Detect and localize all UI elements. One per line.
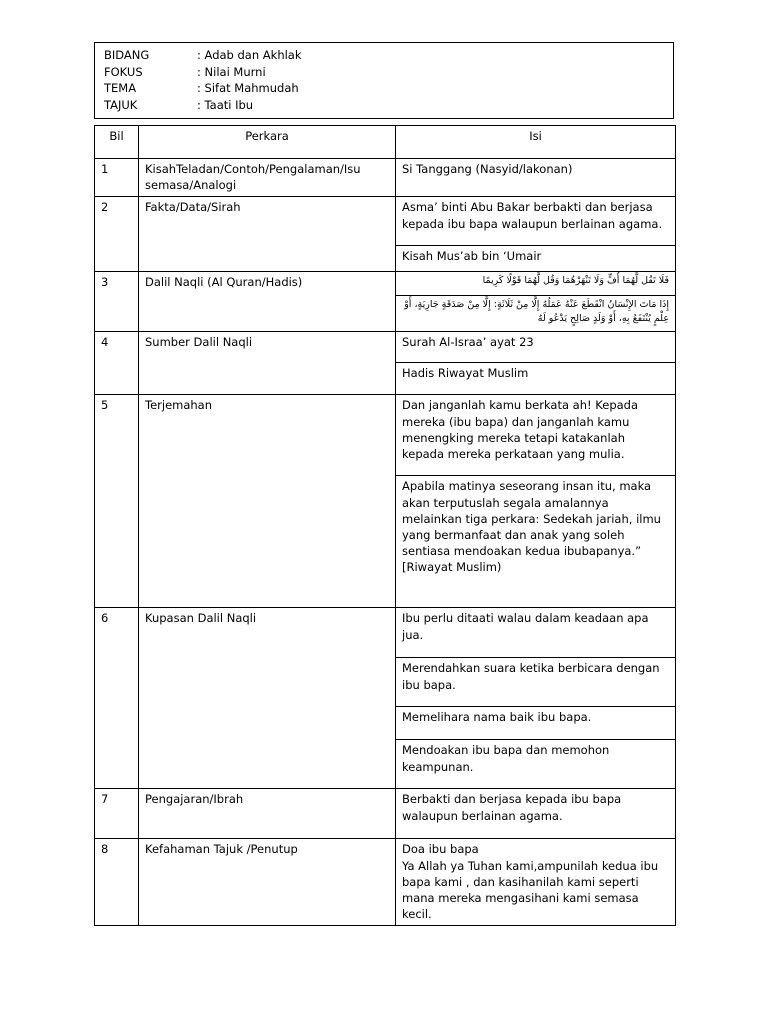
- lesson-table: [94, 125, 676, 926]
- header-row-fokus: [104, 64, 673, 81]
- table-row: [95, 608, 676, 658]
- table-row: [95, 789, 676, 839]
- row-isi: Si Tanggang (Nasyid/lakonan): [396, 159, 676, 197]
- table-row: [95, 839, 676, 926]
- row-isi: Hadis Riwayat Muslim: [396, 363, 676, 395]
- header-row-bidang: [104, 47, 673, 64]
- column-header-isi: Isi: [396, 126, 676, 159]
- header-key: BIDANG: [104, 48, 150, 62]
- row-perkara: KisahTeladan/Contoh/Pengalaman/Isu semasa/Analogi: [139, 159, 396, 197]
- header-value: : Taati Ibu: [197, 97, 254, 112]
- row-isi: Asma’ binti Abu Bakar berbakti dan berjasa kepada ibu bapa walaupun berlainan agama.: [396, 197, 676, 246]
- table-header-row: [95, 126, 676, 159]
- row-isi: Ibu perlu ditaati walau dalam keadaan apa jua.: [396, 608, 676, 658]
- row-perkara: Pengajaran/Ibrah: [139, 789, 396, 839]
- table-row: [95, 395, 676, 476]
- row-perkara: Terjemahan: [139, 395, 396, 608]
- hadith-text: إِذَا مَاتَ الإِنْسَانُ انْقَطَعَ عَنْهُ عَمَلُهُ إِلَّا مِنْ ثَلَاثَةٍ: إِلَّا مِنْ صَدَقَةٍ جَارِيَةٍ، أَوْ عِلْمٍ يُنْتَفَعُ بِهِ، أَوْ وَلَدٍ صَالِحٍ يَدْعُو لَهُ: [396, 296, 676, 332]
- header-value: : Sifat Mahmudah: [197, 81, 299, 95]
- column-header-bil: Bil: [95, 126, 139, 159]
- row-isi: Merendahkan suara ketika berbicara dengan ibu bapa.: [396, 658, 676, 707]
- header-row-tema: [104, 80, 673, 97]
- row-isi: Berbakti dan berjasa kepada ibu bapa walaupun berlainan agama.: [396, 789, 676, 839]
- row-isi: Surah Al-Israa’ ayat 23: [396, 332, 676, 363]
- row-number: 1: [95, 159, 139, 197]
- table-row: [95, 159, 676, 197]
- row-isi: Mendoakan ibu bapa dan memohon keampunan.: [396, 740, 676, 789]
- row-number: 6: [95, 608, 139, 789]
- row-number: 4: [95, 332, 139, 395]
- header-key: TAJUK: [104, 97, 138, 112]
- document-header: [94, 42, 674, 119]
- row-isi: Memelihara nama baik ibu bapa.: [396, 707, 676, 740]
- row-isi: Doa ibu bapa Ya Allah ya Tuhan kami,ampunilah kedua ibu bapa kami , dan kasihanilah kami seperti mana mereka mengasihani kami semasa kecil.: [396, 839, 676, 926]
- column-header-perkara: Perkara: [139, 126, 396, 159]
- table-row: [95, 332, 676, 363]
- row-perkara: Sumber Dalil Naqli: [139, 332, 396, 395]
- row-isi: Dan janganlah kamu berkata ah! Kepada mereka (ibu bapa) dan janganlah kamu menengking mereka tetapi katakanlah kepada mereka perkataan yang mulia.: [396, 395, 676, 476]
- row-perkara: Kupasan Dalil Naqli: [139, 608, 396, 789]
- row-number: 8: [95, 839, 139, 926]
- quran-verse-text: فَلَا تَقُل لَّهُمَا أُفٍّ وَلَا تَنْهَرْهُمَا وَقُل لَّهُمَا قَوْلًا كَرِيمًا: [396, 272, 676, 296]
- row-perkara: Fakta/Data/Sirah: [139, 197, 396, 272]
- header-value: : Nilai Murni: [197, 64, 266, 79]
- header-value: : Adab dan Akhlak: [197, 48, 302, 62]
- row-number: 7: [95, 789, 139, 839]
- row-perkara: Kefahaman Tajuk /Penutup: [139, 839, 396, 926]
- row-number: 2: [95, 197, 139, 272]
- row-isi: Kisah Mus’ab bin ‘Umair: [396, 246, 676, 272]
- header-row-tajuk: [104, 97, 673, 114]
- table-row: [95, 272, 676, 296]
- row-isi: Apabila matinya seseorang insan itu, maka akan terputuslah segala amalannya melainkan tiga perkara: Sedekah jariah, ilmu yang bermanfaat dan anak yang soleh sentiasa mendoakan kedua ibubapanya.” [Riwayat Muslim): [396, 476, 676, 608]
- row-perkara: Dalil Naqli (Al Quran/Hadis): [139, 272, 396, 332]
- header-key: TEMA: [104, 81, 137, 95]
- row-number: 3: [95, 272, 139, 332]
- table-row: [95, 197, 676, 246]
- header-key: FOKUS: [104, 64, 143, 79]
- row-number: 5: [95, 395, 139, 608]
